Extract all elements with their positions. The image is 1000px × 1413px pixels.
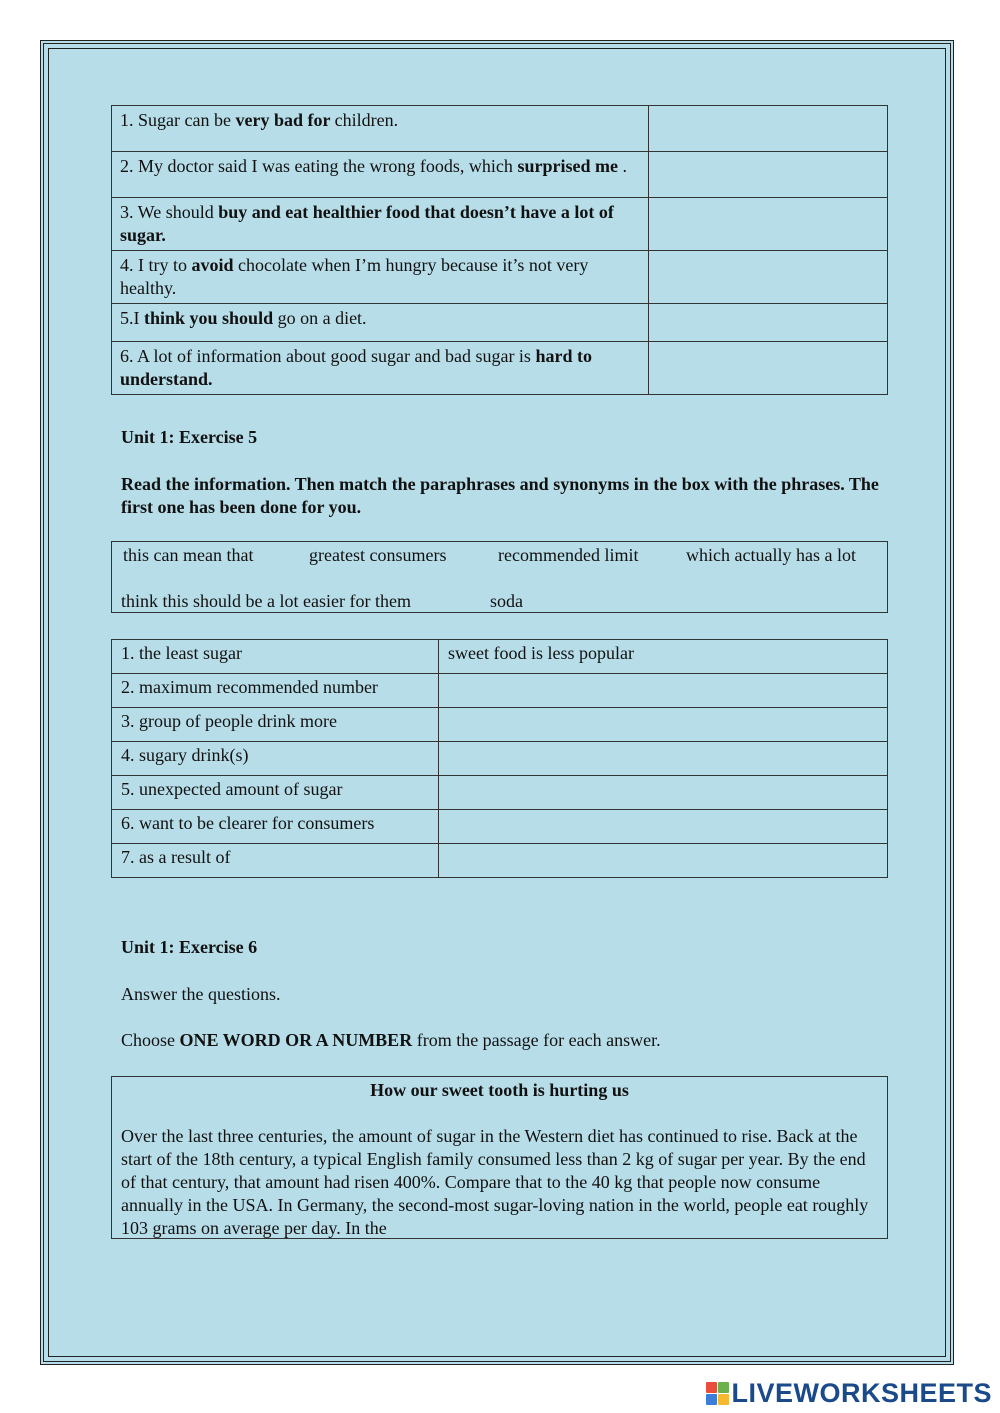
- table-row: [112, 304, 888, 342]
- passage-title: How our sweet tooth is hurting us: [370, 1080, 629, 1100]
- answer-cell[interactable]: [439, 742, 888, 776]
- word-box-item: recommended limit: [498, 545, 639, 565]
- statement-text: 5.I: [120, 308, 144, 328]
- statement-cell: [112, 106, 649, 152]
- statement-cell: [112, 152, 649, 198]
- exercise6-choose-instruction: [121, 1029, 661, 1052]
- statement-text: think you should: [144, 308, 274, 328]
- exercise4-table: [111, 105, 888, 395]
- liveworksheets-logo-icon: [706, 1382, 729, 1405]
- statement-text: chocolate when I’m hungry because it’s not very healthy.: [120, 255, 589, 298]
- statement-text: 3. We should: [120, 202, 219, 222]
- statement-text: hard to understand.: [120, 346, 592, 389]
- table-row: [112, 810, 888, 844]
- passage-text: Over the last three centuries, the amount of sugar in the Western diet has continued to rise. Back at the start of the 18th century, a typical English family consumed less than 2 kg of sugar per year. By the end of that century, that amount had risen 400%. Compare that to the 40 kg that people now consume annually in the USA. In Germany, the second-most sugar-loving nation in the world, people eat roughly 103 grams on average per day. In the: [121, 1126, 869, 1238]
- statement-text: avoid: [191, 255, 234, 275]
- table-row: [112, 251, 888, 304]
- logo-square: [718, 1382, 729, 1393]
- word-box-item: greatest consumers: [309, 545, 447, 565]
- exercise6-heading: Unit 1: Exercise 6: [121, 937, 258, 957]
- answer-cell[interactable]: [649, 342, 888, 395]
- statement-cell: [112, 304, 649, 342]
- liveworksheets-logo: [706, 1378, 992, 1408]
- table-row: [112, 106, 888, 152]
- table-row: [112, 844, 888, 878]
- answer-cell[interactable]: [439, 844, 888, 878]
- statement-text: buy and eat healthier food that doesn’t have a lot of sugar.: [120, 202, 614, 245]
- table-row: [112, 198, 888, 251]
- answer-cell[interactable]: sweet food is less popular: [439, 640, 888, 674]
- table-row: [112, 776, 888, 810]
- exercise5-heading: Unit 1: Exercise 5: [121, 427, 258, 447]
- statement-text: 2. My doctor said I was eating the wrong foods, which: [120, 156, 518, 176]
- answer-cell[interactable]: [649, 106, 888, 152]
- logo-square: [706, 1394, 717, 1405]
- answer-cell[interactable]: [439, 708, 888, 742]
- exercise5-table: [111, 639, 888, 878]
- logo-square: [706, 1382, 717, 1393]
- word-box-item: soda: [490, 591, 523, 611]
- answer-cell[interactable]: [439, 776, 888, 810]
- word-box-item: this can mean that: [123, 545, 254, 565]
- statement-cell: [112, 251, 649, 304]
- table-row: [112, 674, 888, 708]
- exercise6-instruction: Answer the questions.: [121, 984, 281, 1004]
- word-box: [111, 541, 888, 613]
- statement-cell: [112, 342, 649, 395]
- phrase-cell: 6. want to be clearer for consumers: [112, 810, 439, 844]
- logo-square: [718, 1394, 729, 1405]
- statement-cell: [112, 198, 649, 251]
- phrase-cell: 7. as a result of: [112, 844, 439, 878]
- choose-suffix: from the passage for each answer.: [412, 1030, 661, 1050]
- table-row: [112, 152, 888, 198]
- answer-cell[interactable]: [439, 810, 888, 844]
- table-row: [112, 742, 888, 776]
- table-row: [112, 342, 888, 395]
- word-box-item: think this should be a lot easier for them: [121, 591, 411, 611]
- reading-passage: [111, 1076, 888, 1239]
- answer-cell[interactable]: [649, 152, 888, 198]
- choose-bold: ONE WORD OR A NUMBER: [179, 1030, 413, 1050]
- phrase-cell: 4. sugary drink(s): [112, 742, 439, 776]
- statement-text: children.: [334, 110, 399, 130]
- choose-prefix: Choose: [121, 1030, 180, 1050]
- exercise5-instructions: Read the information. Then match the paraphrases and synonyms in the box with the phrases. The first one has been done for you.: [121, 474, 879, 517]
- logo-text: LIVEWORKSHEETS: [731, 1377, 992, 1408]
- answer-cell[interactable]: [649, 251, 888, 304]
- statement-text: 6. A lot of information about good sugar and bad sugar is: [120, 346, 536, 366]
- statement-text: surprised me: [517, 156, 618, 176]
- phrase-cell: 3. group of people drink more: [112, 708, 439, 742]
- statement-text: go on a diet.: [273, 308, 367, 328]
- word-box-item: which actually has a lot: [686, 545, 856, 565]
- statement-text: .: [617, 156, 627, 176]
- answer-cell[interactable]: [439, 674, 888, 708]
- table-row: [112, 708, 888, 742]
- statement-text: very bad for: [235, 110, 335, 130]
- phrase-cell: 2. maximum recommended number: [112, 674, 439, 708]
- phrase-cell: 1. the least sugar: [112, 640, 439, 674]
- statement-text: 1. Sugar can be: [120, 110, 236, 130]
- statement-text: 4. I try to: [120, 255, 192, 275]
- answer-cell[interactable]: [649, 198, 888, 251]
- table-row: [112, 640, 888, 674]
- phrase-cell: 5. unexpected amount of sugar: [112, 776, 439, 810]
- answer-cell[interactable]: [649, 304, 888, 342]
